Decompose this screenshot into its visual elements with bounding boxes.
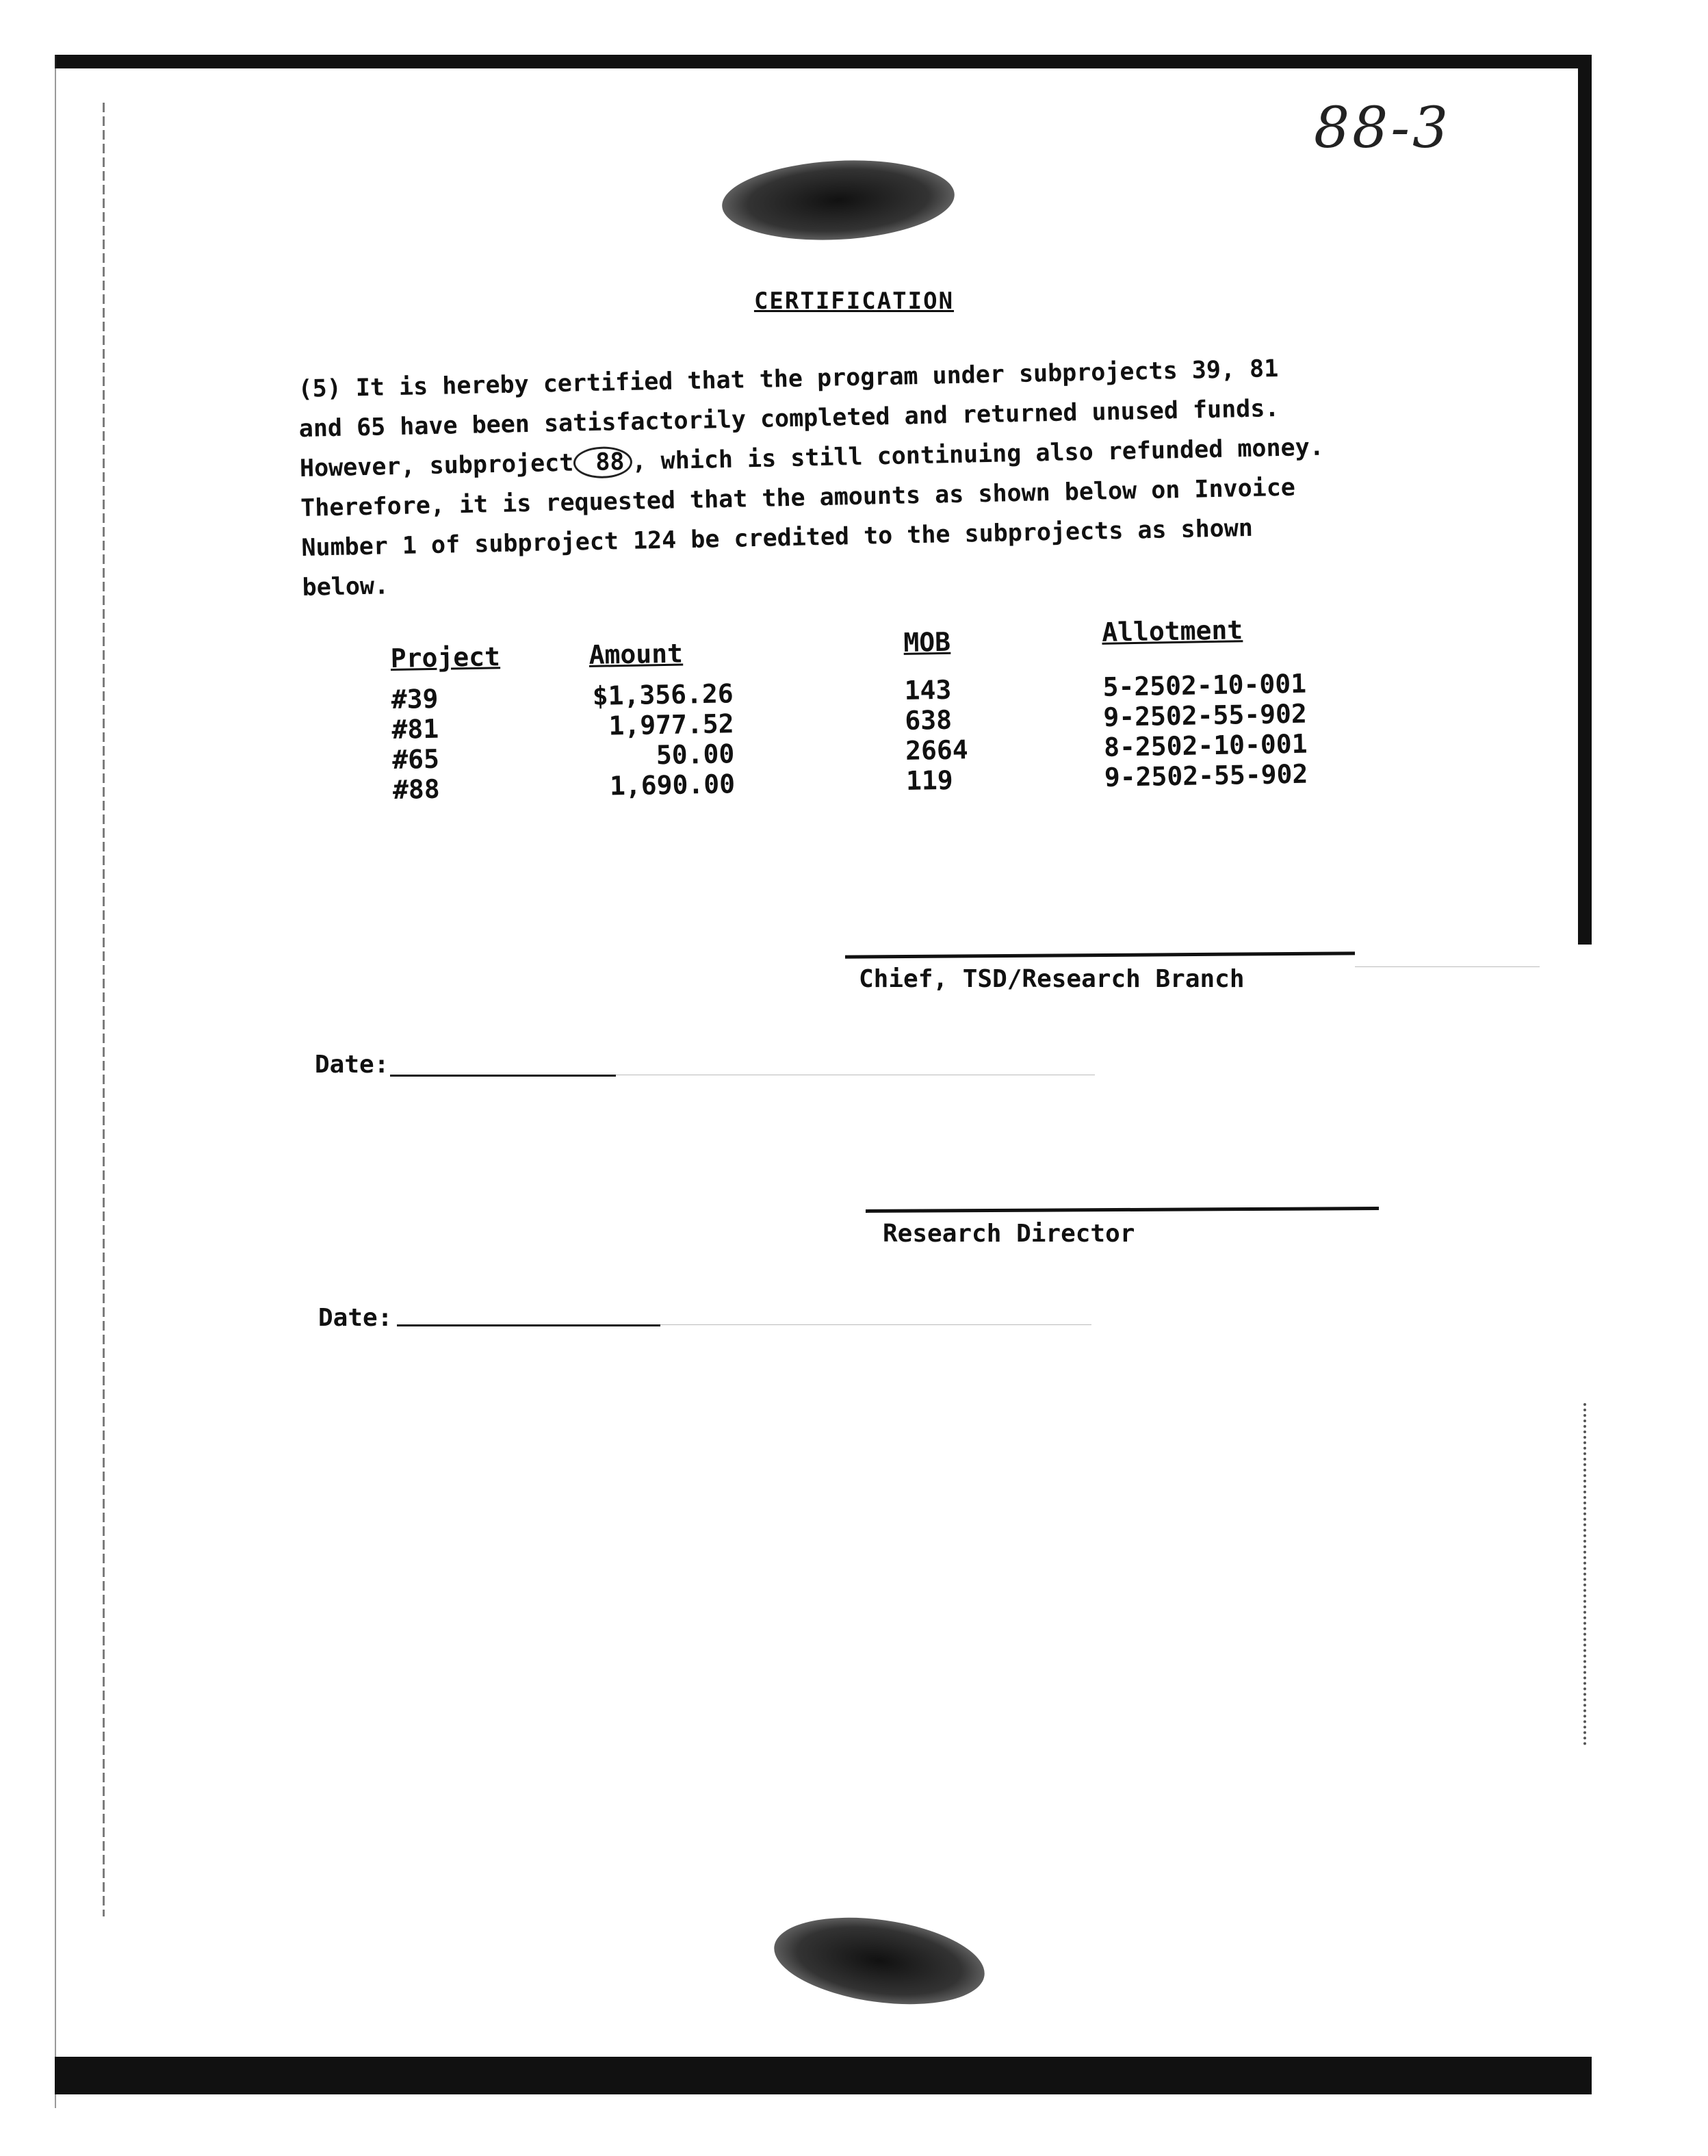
cell-allotment: 9-2502-55-902 <box>1103 698 1308 732</box>
paragraph-line: (5) It is hereby certified that the program under subprojects 39, 81 <box>298 355 1279 403</box>
cell-amount: $1,356.26 <box>592 678 734 711</box>
paragraph-line: below. <box>302 572 389 602</box>
credit-table <box>390 613 1385 805</box>
paragraph-line: Therefore, it is requested that the amounts as shown below on Invoice <box>300 474 1296 522</box>
cell-mob: 119 <box>905 765 953 796</box>
header-allotment: Allotment <box>1101 615 1243 647</box>
director-signature-label: Research Director <box>883 1220 1135 1248</box>
cell-allotment: 5-2502-10-001 <box>1102 668 1307 702</box>
title-text: CERTIFICATION <box>753 287 955 315</box>
director-signature-line <box>866 1207 1379 1213</box>
cell-amount: 1,690.00 <box>609 769 736 801</box>
scan-border-top <box>55 55 1592 68</box>
paragraph-line: Number 1 of subproject 124 be credited to the subprojects as shown <box>301 514 1254 562</box>
paragraph-line: and 65 have been satisfactorily completed and returned unused funds. <box>298 394 1280 443</box>
faint-scan-line <box>660 1324 1091 1325</box>
paragraph-fragment: However, subproject <box>299 449 574 483</box>
header-amount: Amount <box>588 638 684 670</box>
header-mob: MOB <box>903 626 951 658</box>
circled-subproject: 88 <box>573 446 632 479</box>
document-title <box>0 287 1708 315</box>
chief-signature-label: Chief, TSD/Research Branch <box>859 965 1245 993</box>
date-label-1: Date: <box>315 1051 389 1079</box>
date-line-1 <box>390 1075 616 1077</box>
faint-scan-line <box>1355 966 1540 967</box>
cell-mob: 2664 <box>905 734 969 766</box>
paragraph-fragment: , which is still continuing also refunded money. <box>632 433 1325 476</box>
cell-allotment: 8-2502-10-001 <box>1103 728 1308 762</box>
cell-project: #81 <box>391 713 439 745</box>
cell-mob: 143 <box>904 674 952 706</box>
date-label-2: Date: <box>318 1304 393 1332</box>
cell-project: #65 <box>391 743 440 775</box>
chief-signature-line <box>845 951 1355 958</box>
cell-amount: 1,977.52 <box>608 708 734 741</box>
cell-allotment: 9-2502-55-902 <box>1104 758 1308 793</box>
header-project: Project <box>390 641 501 673</box>
certification-paragraph <box>298 347 1384 608</box>
redaction-mark-bottom <box>768 1905 990 2016</box>
cell-project: #88 <box>392 773 441 805</box>
scan-border-right-dots <box>1583 1403 1589 1745</box>
cell-project: #39 <box>391 683 439 715</box>
cell-mob: 638 <box>905 704 953 736</box>
scan-border-bottom <box>55 2057 1592 2094</box>
handwritten-reference: 88-3 <box>1314 96 1451 161</box>
scan-border-left <box>55 55 56 2108</box>
date-line-2 <box>397 1324 660 1326</box>
scan-border-right <box>1578 55 1592 945</box>
cell-amount: 50.00 <box>656 739 735 771</box>
margin-line <box>103 103 105 1916</box>
redaction-mark-top <box>720 155 957 246</box>
